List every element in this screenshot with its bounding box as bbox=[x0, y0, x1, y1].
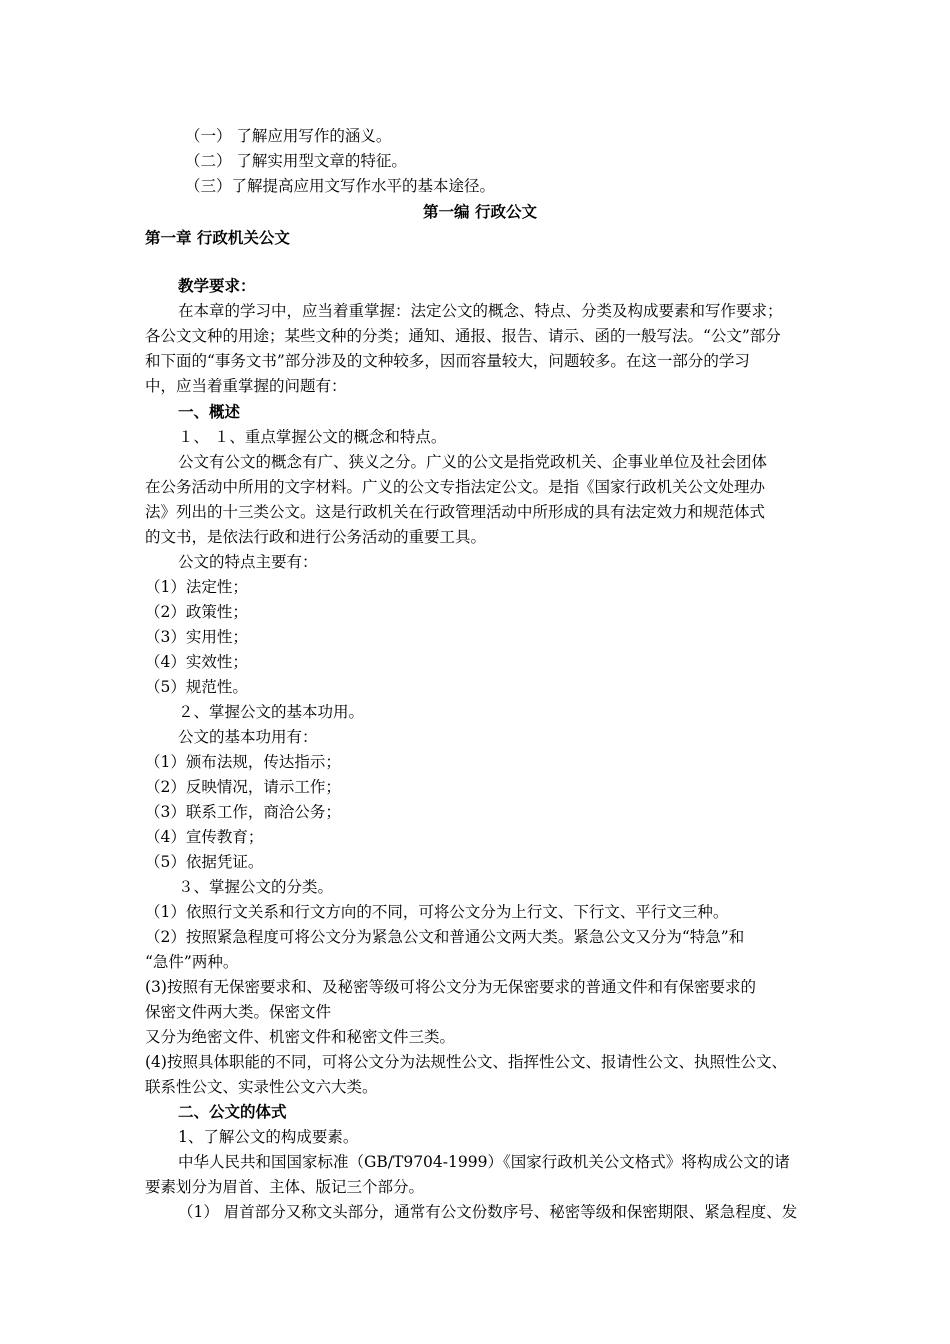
teaching-requirements-title: 教学要求： bbox=[178, 277, 256, 295]
header-part-line: （1） 眉首部分又称文头部分，通常有公文份数序号、秘密等级和保密期限、紧急程度、发 bbox=[178, 1203, 798, 1221]
concept-para-line-3: 法》列出的十三类公文。这是行政机关在行政管理活动中所形成的具有法定效力和规范体式 bbox=[145, 503, 766, 521]
feature-item-3: （3）实用性； bbox=[145, 628, 248, 646]
function-item-3: （3）联系工作，商洽公务； bbox=[145, 803, 341, 821]
feature-item-5: （5）规范性。 bbox=[145, 678, 248, 696]
features-intro: 公文的特点主要有： bbox=[178, 553, 318, 571]
classification-line-6: 又分为绝密文件、机密文件和秘密文件三类。 bbox=[145, 1028, 456, 1046]
classification-line-1: （1）依照行文关系和行文方向的不同，可将公文分为上行文、下行文、平行文三种。 bbox=[145, 903, 729, 921]
section-1-item-2: ２、掌握公文的基本功用。 bbox=[178, 703, 365, 721]
concept-para-line-2: 在公务活动中所用的文字材料。广义的公文专指法定公文。是指《国家行政机关公文处理办 bbox=[145, 478, 766, 496]
concept-para-line-1: 公文有公文的概念有广、狭义之分。广义的公文是指党政机关、企事业单位及社会团体 bbox=[178, 453, 768, 471]
function-item-4: （4）宣传教育； bbox=[145, 828, 264, 846]
function-item-5: （5）依据凭证。 bbox=[145, 853, 264, 871]
standard-para-line-1: 中华人民共和国国家标准（GB/T9704-1999）《国家行政机关公文格式》将构成公文的诸 bbox=[178, 1153, 790, 1171]
intro-line-2: （二） 了解实用型文章的特征。 bbox=[185, 152, 407, 170]
chapter-title: 第一章 行政机关公文 bbox=[145, 229, 290, 247]
function-item-1: （1）颁布法规，传达指示； bbox=[145, 753, 341, 771]
classification-line-7: (4)按照具体职能的不同，可将公文分为法规性公文、指挥性公文、报请性公文、执照性公文、 bbox=[145, 1053, 787, 1071]
feature-item-2: （2）政策性； bbox=[145, 603, 248, 621]
teaching-req-line-1: 在本章的学习中，应当着重掌握：法定公文的概念、特点、分类及构成要素和写作要求； bbox=[178, 302, 783, 320]
function-item-2: （2）反映情况，请示工作； bbox=[145, 778, 341, 796]
intro-line-3: （三）了解提高应用文写作水平的基本途径。 bbox=[185, 177, 496, 195]
classification-line-3: “急件”两种。 bbox=[145, 953, 239, 971]
feature-item-1: （1）法定性； bbox=[145, 578, 248, 596]
teaching-req-line-2: 各公文文种的用途；某些文种的分类；通知、通报、报告、请示、函的一般写法。“公文”部分 bbox=[145, 327, 781, 345]
classification-line-5: 保密文件两大类。保密文件 bbox=[145, 1003, 332, 1021]
teaching-req-line-4: 中，应当着重掌握的问题有： bbox=[145, 377, 347, 395]
section-1-item-1: １、 １、重点掌握公文的概念和特点。 bbox=[178, 428, 447, 446]
classification-line-2: （2）按照紧急程度可将公文分为紧急公文和普通公文两大类。紧急公文又分为“特急”和 bbox=[145, 928, 745, 946]
section-1-title: 一、概述 bbox=[178, 403, 241, 421]
functions-intro: 公文的基本功用有： bbox=[178, 728, 318, 746]
section-2-title: 二、公文的体式 bbox=[178, 1103, 287, 1121]
section-2-item-1: 1、了解公文的构成要素。 bbox=[178, 1128, 359, 1146]
intro-line-1: （一） 了解应用写作的涵义。 bbox=[185, 127, 392, 145]
part-title: 第一编 行政公文 bbox=[423, 203, 537, 221]
classification-line-8: 联系性公文、实录性公文六大类。 bbox=[145, 1078, 378, 1096]
section-1-item-3: ３、掌握公文的分类。 bbox=[178, 878, 334, 896]
feature-item-4: （4）实效性； bbox=[145, 653, 248, 671]
teaching-req-line-3: 和下面的“事务文书”部分涉及的文种较多，因而容量较大，问题较多。在这一部分的学习 bbox=[145, 352, 750, 370]
standard-para-line-2: 要素划分为眉首、主体、版记三个部分。 bbox=[145, 1178, 425, 1196]
concept-para-line-4: 的文书，是依法行政和进行公务活动的重要工具。 bbox=[145, 528, 487, 546]
classification-line-4: (3)按照有无保密要求和、及秘密等级可将公文分为无保密要求的普通文件和有保密要求的 bbox=[145, 978, 756, 996]
